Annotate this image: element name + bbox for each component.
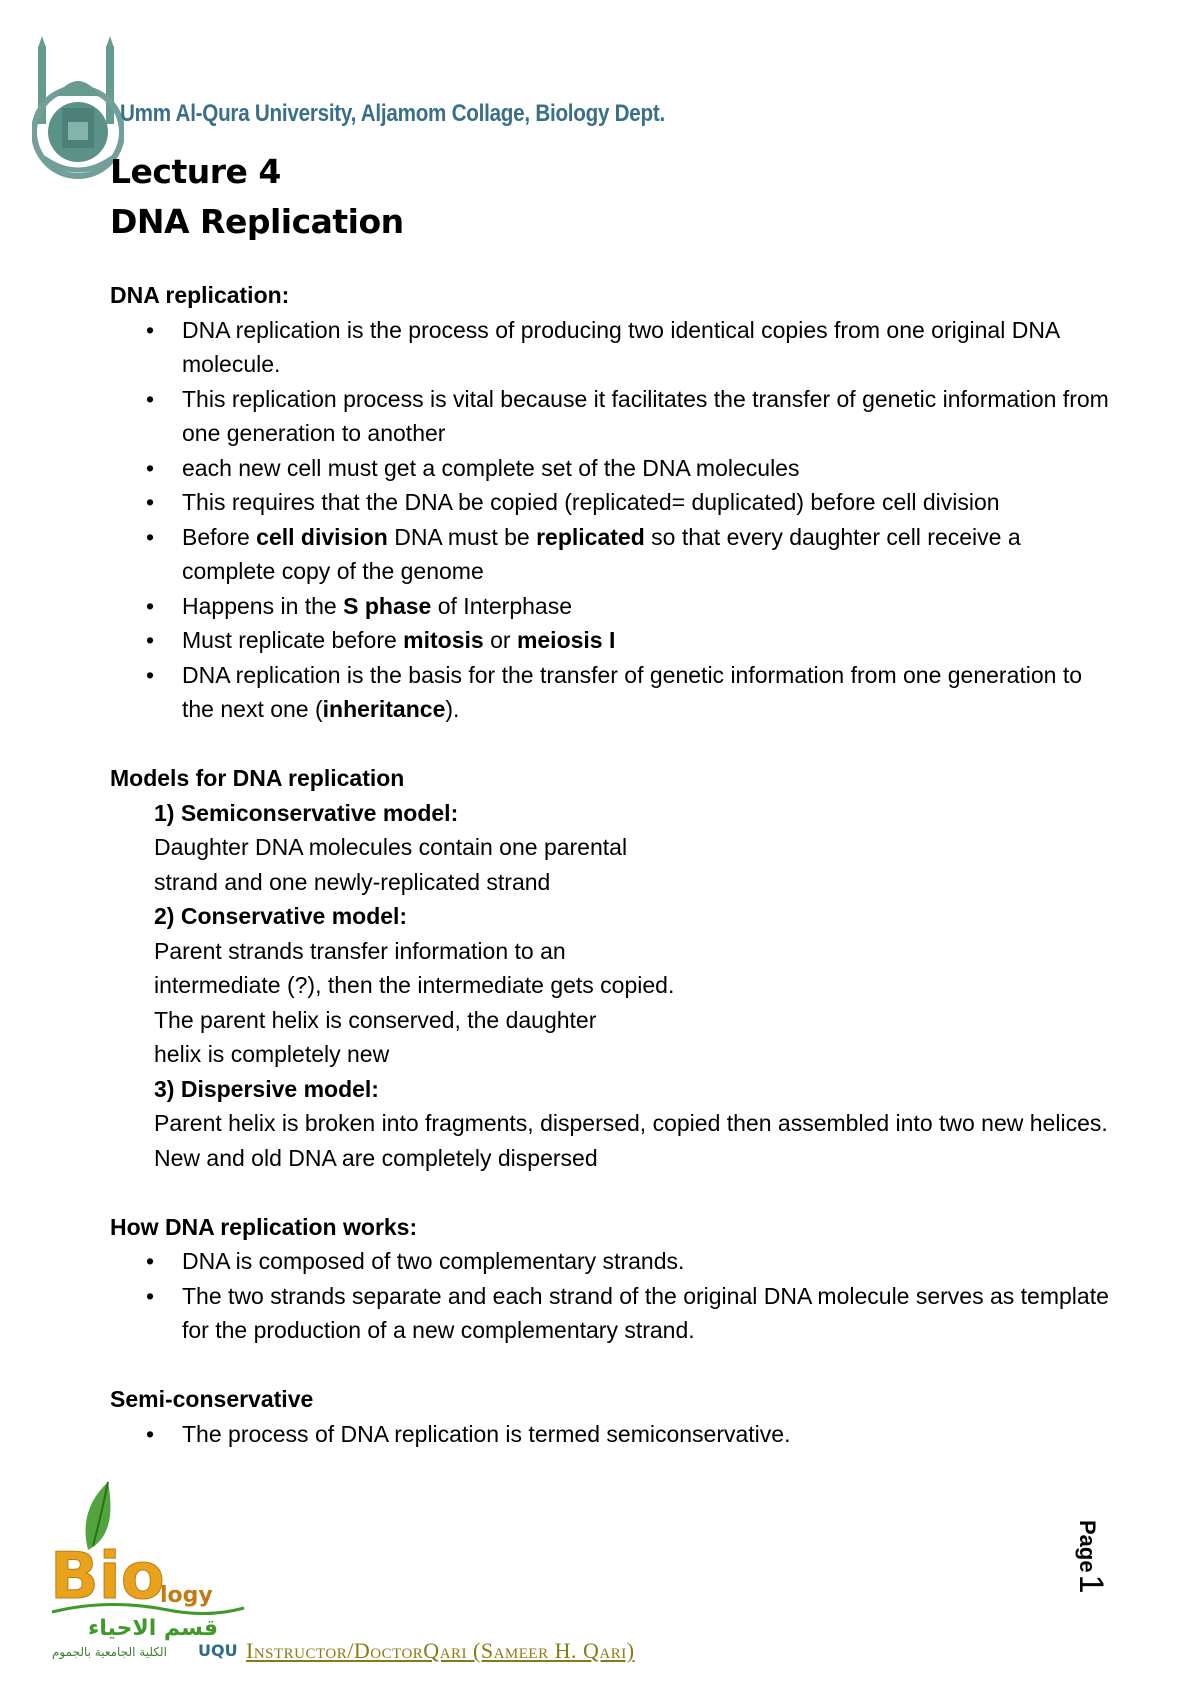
- model-text: Parent helix is broken into fragments, dispersed, copied then assembled into two new helices.: [154, 1110, 1108, 1136]
- page-value: 1: [1072, 1574, 1110, 1594]
- model-heading: 1) Semiconservative model:: [154, 799, 459, 826]
- list-item: • DNA replication is the basis for the transfer of genetic information from one generation to the next one (inheritance).: [182, 658, 1110, 727]
- model-text: Parent strands transfer information to an: [154, 937, 566, 964]
- svg-text:Bio: Bio: [50, 1540, 165, 1614]
- svg-text:UQU: UQU: [198, 1641, 238, 1660]
- list-item: • This requires that the DNA be copied (replicated= duplicated) before cell division: [182, 485, 1110, 520]
- section-heading-how-works: How DNA replication works:: [110, 1213, 418, 1240]
- list-item: • Must replicate before mitosis or meiosis I: [182, 623, 1110, 658]
- lecture-heading: [110, 147, 404, 247]
- list-item: • each new cell must get a complete set of the DNA molecules: [182, 451, 1110, 486]
- semi-conservative-list: [110, 1417, 1110, 1452]
- section-heading-semi-conservative: Semi-conservative: [110, 1386, 314, 1412]
- lecture-content: [110, 278, 1110, 1451]
- list-item: • The two strands separate and each strand of the original DNA molecule serves as template for the production of a new complementary strand.: [182, 1279, 1110, 1348]
- dna-replication-list: [110, 313, 1110, 727]
- section-heading-dna-replication: DNA replication:: [110, 282, 290, 308]
- model-heading: 2) Conservative model:: [154, 903, 408, 929]
- lecture-number: Lecture 4: [110, 152, 281, 191]
- svg-text:قسم الاحياء: قسم الاحياء: [88, 1616, 218, 1641]
- list-item: • DNA replication is the process of producing two identical copies from one original DNA molecule.: [182, 313, 1110, 382]
- biology-dept-logo-icon: [48, 1480, 248, 1670]
- section-heading-models: Models for DNA replication: [110, 765, 405, 791]
- model-text: helix is completely new: [154, 1041, 390, 1067]
- model-text: The parent helix is conserved, the daughter: [154, 1006, 597, 1033]
- model-text: New and old DNA are completely dispersed: [154, 1144, 598, 1171]
- svg-text:الكلية الجامعية بالجموم: الكلية الجامعية بالجموم: [52, 1645, 167, 1659]
- model-text: strand and one newly-replicated strand: [154, 868, 551, 895]
- list-item: • DNA is composed of two complementary strands.: [182, 1244, 1110, 1279]
- how-works-list: [110, 1244, 1110, 1348]
- lecture-topic: DNA Replication: [110, 202, 404, 241]
- model-text: intermediate (?), then the intermediate gets copied.: [154, 972, 675, 998]
- university-title: Umm Al-Qura University, Aljamom Collage, Biology Dept.: [120, 100, 665, 127]
- page-label: Page: [1075, 1520, 1100, 1573]
- list-item: • Happens in the S phase of Interphase: [182, 589, 1110, 624]
- list-item: • Before cell division DNA must be replicated so that every daughter cell receive a complete copy of the genome: [182, 520, 1110, 589]
- svg-text:logy: logy: [160, 1583, 213, 1608]
- list-item: • This replication process is vital because it facilitates the transfer of genetic information from one generation to another: [182, 382, 1110, 451]
- footer-instructor: Instructor/DoctorQari (Sameer H. Qari): [246, 1638, 635, 1663]
- page-number: [1071, 1520, 1110, 1594]
- models-list: [110, 796, 1110, 1176]
- model-text: Daughter DNA molecules contain one parental: [154, 834, 628, 860]
- list-item: • The process of DNA replication is termed semiconservative.: [182, 1417, 1110, 1452]
- model-heading: 3) Dispersive model:: [154, 1075, 379, 1102]
